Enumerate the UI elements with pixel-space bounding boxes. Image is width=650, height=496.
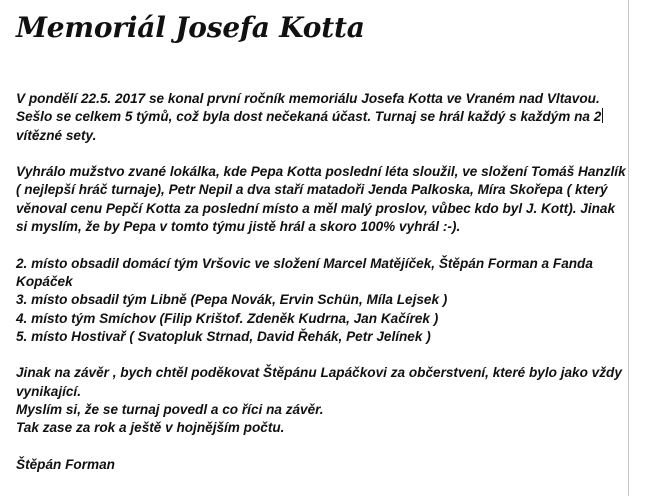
blank-line [16,236,616,254]
blank-line [16,438,616,456]
text-line[interactable]: věnoval cenu Pepčí Kotta za poslední místo a měl malý proslov, vůbec kdo byl J. Kott). Jinak [16,200,616,216]
text-line[interactable]: Sešlo se celkem 5 týmů, což byla dost nečekaná účast. Turnaj se hrál každý s každým na 2 [16,109,602,125]
paragraph-winner[interactable] [16,163,626,236]
text-line[interactable]: vítězné sety. [16,127,97,143]
blank-line [16,145,616,163]
text-cursor [602,108,603,123]
text-line[interactable]: 2. místo obsadil domácí tým Vršovic ve složení Marcel Matějíček, Štěpán Forman a Fanda [16,255,593,271]
text-line[interactable]: Myslím si, že se turnaj povedl a co říci na závěr. [16,402,324,418]
text-line[interactable]: Jinak na závěr , bych chtěl poděkovat Štěpánu Lapáčkovi za občerstvení, které bylo jako vždy [16,365,622,381]
text-line[interactable]: Tak zase za rok a ještě v hojnějším počtu. [16,420,285,436]
text-line-with-caret[interactable] [16,108,616,126]
paragraph-thanks[interactable] [16,364,622,437]
document-title[interactable]: Memoriál Josefa Kotta [16,11,365,44]
author-signature[interactable]: Štěpán Forman [16,456,115,472]
text-line[interactable]: si myslím, že by Pepa v tomto týmu jistě hrál a skoro 100% vyhrál :-). [16,219,461,235]
text-line[interactable]: 5. místo Hostivař ( Svatopluk Strnad, David Řehák, Petr Jelínek ) [16,328,431,344]
text-line[interactable]: 3. místo obsadil tým Libně (Pepa Novák, Ervin Schün, Míla Lejsek ) [16,292,448,308]
paragraph-intro[interactable] [16,90,616,145]
text-line[interactable]: Vyhrálo mužstvo zvané lokálka, kde Pepa Kotta poslední léta sloužil, ve složení Tomáš Hanzlík [16,164,626,180]
text-line[interactable]: ( nejlepší hráč turnaje), Petr Nepil a dva staří matadoři Jenda Palkoska, Míra Skořepa ( který [16,182,608,198]
document-body[interactable] [16,90,626,474]
text-line[interactable]: V pondělí 22.5. 2017 se konal první ročník memoriálu Josefa Kotta ve Vraném nad Vltavou. [16,91,600,106]
blank-line [16,346,616,364]
text-line[interactable]: Kopáček [16,273,73,289]
text-line[interactable]: vynikající. [16,383,81,399]
editor-right-border [628,0,629,496]
paragraph-signature[interactable] [16,456,616,474]
text-line[interactable]: 4. místo tým Smíchov (Filip Krištof. Zdeněk Kudrna, Jan Kačírek ) [16,310,439,326]
paragraph-placings[interactable] [16,255,616,346]
text-editor-area[interactable] [16,0,626,474]
